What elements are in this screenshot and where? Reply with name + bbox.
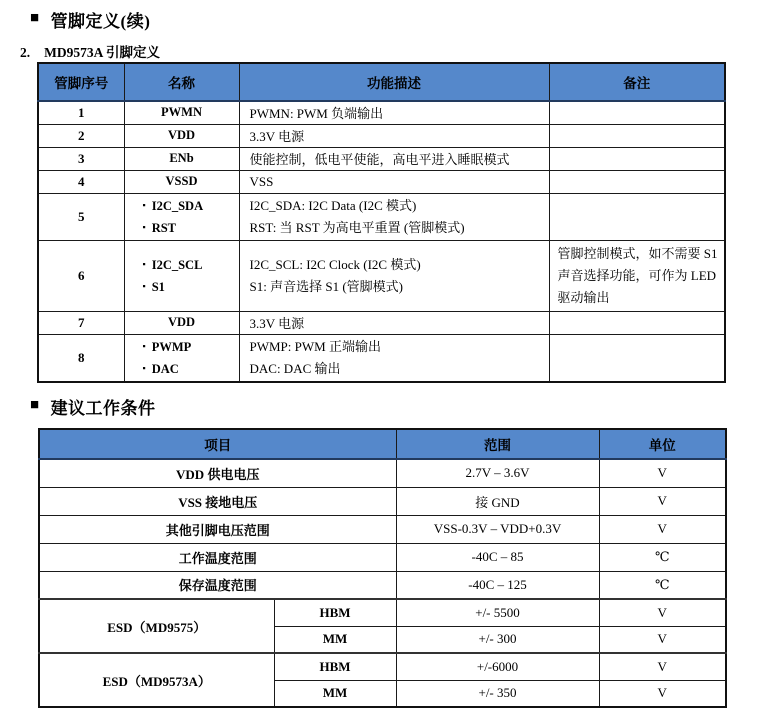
pin-name-cell (124, 193, 239, 240)
cond-unit-cell: V (599, 515, 726, 543)
operating-conditions-table (38, 428, 727, 708)
pin-note-cell (549, 334, 725, 382)
pin-desc-cell: PWMN: PWM 负端输出 (239, 101, 549, 124)
cond-row-other-pins (39, 515, 726, 543)
cond-range-cell: +/- 300 (396, 626, 599, 653)
cond-range-cell: VSS-0.3V – VDD+0.3V (396, 515, 599, 543)
pin-desc-line: DAC: DAC 输出 (249, 360, 341, 376)
cond-row-storage-temp (39, 571, 726, 599)
pin-table-header-row (38, 63, 725, 101)
pin-name-cell: VDD (124, 311, 239, 334)
cond-item-cell: 其他引脚电压范围 (39, 515, 396, 543)
cond-range-cell: 接 GND (396, 487, 599, 515)
pin-desc-cell (239, 334, 549, 382)
pin-note-cell (549, 124, 725, 147)
cond-range-cell: -40C – 125 (396, 571, 599, 599)
pin-name-cell: VSSD (124, 170, 239, 193)
square-bullet-icon: ▪ (142, 341, 146, 351)
section-pin-definition-title (30, 7, 150, 32)
pin-name-text: DAC (151, 361, 179, 376)
cond-unit-cell: ℃ (599, 543, 726, 571)
pin-header-function: 功能描述 (239, 63, 549, 101)
pin-desc-line: I2C_SCL: I2C Clock (I2C 模式) (249, 256, 421, 272)
pin-number-cell: 7 (38, 311, 124, 334)
pin-desc-cell: VSS (239, 170, 549, 193)
pin-desc-line: I2C_SDA: I2C Data (I2C 模式) (249, 197, 417, 213)
pin-row-3 (38, 147, 725, 170)
esd-md9575-hbm-row (39, 599, 726, 626)
square-bullet-icon: ▪ (142, 281, 146, 291)
cond-unit-cell: V (599, 626, 726, 653)
esd-type-cell: MM (274, 680, 396, 707)
square-bullet-icon: ▪ (142, 222, 146, 232)
cond-row-vss (39, 487, 726, 515)
pin-row-8 (38, 334, 725, 382)
pin-number-cell: 4 (38, 170, 124, 193)
esd-group-label-cell: ESD（MD9575） (39, 599, 274, 653)
pin-number-cell: 5 (38, 193, 124, 240)
pin-desc-line: RST: 当 RST 为高电平重置 (管脚模式) (249, 219, 465, 235)
pin-name-text: I2C_SDA (151, 198, 204, 213)
pin-name-text: RST (151, 220, 177, 235)
pin-note-cell (549, 193, 725, 240)
pin-note-cell (549, 147, 725, 170)
esd-type-cell: MM (274, 626, 396, 653)
cond-range-cell: 2.7V – 3.6V (396, 459, 599, 487)
cond-header-range: 范围 (396, 429, 599, 459)
cond-table-header-row (39, 429, 726, 459)
pin-number-cell: 2 (38, 124, 124, 147)
section-marker-icon: ■ (30, 10, 40, 26)
pin-name-cell: PWMN (124, 101, 239, 124)
pin-desc-cell (239, 193, 549, 240)
subtitle-number: 2. (20, 45, 31, 60)
section-operating-conditions-title (30, 394, 156, 419)
cond-range-cell: +/-6000 (396, 653, 599, 680)
pin-header-number: 管脚序号 (38, 63, 124, 101)
pin-desc-line: PWMP: PWM 正端输出 (249, 338, 381, 354)
cond-row-vdd (39, 459, 726, 487)
cond-range-cell: +/- 5500 (396, 599, 599, 626)
square-bullet-icon: ▪ (142, 363, 146, 373)
cond-row-operating-temp (39, 543, 726, 571)
cond-range-cell: +/- 350 (396, 680, 599, 707)
esd-md9573a-hbm-row (39, 653, 726, 680)
pin-row-2 (38, 124, 725, 147)
pin-number-cell: 3 (38, 147, 124, 170)
pin-row-6 (38, 240, 725, 311)
cond-item-cell: VSS 接地电压 (39, 487, 396, 515)
pin-row-7 (38, 311, 725, 334)
cond-unit-cell: V (599, 487, 726, 515)
pin-desc-cell: 3.3V 电源 (239, 311, 549, 334)
cond-header-unit: 单位 (599, 429, 726, 459)
pin-desc-cell: 使能控制，低电平使能，高电平进入睡眠模式 (239, 147, 549, 170)
pin-header-name: 名称 (124, 63, 239, 101)
pin-name-text: S1 (151, 279, 165, 294)
pin-note-cell (549, 170, 725, 193)
pin-table-subtitle (20, 41, 160, 61)
cond-item-cell: 工作温度范围 (39, 543, 396, 571)
pin-name-text: I2C_SCL (151, 257, 203, 272)
pin-name-cell: VDD (124, 124, 239, 147)
esd-type-cell: HBM (274, 653, 396, 680)
cond-header-item: 项目 (39, 429, 396, 459)
pin-number-cell: 8 (38, 334, 124, 382)
square-bullet-icon: ▪ (142, 259, 146, 269)
section-marker-icon: ■ (30, 397, 40, 413)
pin-row-5 (38, 193, 725, 240)
section-title-text: 建议工作条件 (50, 399, 156, 418)
cond-unit-cell: ℃ (599, 571, 726, 599)
pin-row-1 (38, 101, 725, 124)
esd-type-cell: HBM (274, 599, 396, 626)
pin-note-cell (549, 101, 725, 124)
pin-name-cell (124, 240, 239, 311)
esd-group-label-cell: ESD（MD9573A） (39, 653, 274, 707)
pin-note-cell: 管脚控制模式，如不需要 S1 声音选择功能，可作为 LED 驱动输出 (549, 240, 725, 311)
pin-row-4 (38, 170, 725, 193)
pin-definition-table (37, 62, 726, 383)
subtitle-text: MD9573A 引脚定义 (44, 45, 160, 60)
pin-number-cell: 1 (38, 101, 124, 124)
section-title-text: 管脚定义(续) (50, 12, 151, 31)
square-bullet-icon: ▪ (142, 200, 146, 210)
pin-name-cell: ENb (124, 147, 239, 170)
cond-range-cell: -40C – 85 (396, 543, 599, 571)
pin-desc-line: S1: 声音选择 S1 (管脚模式) (249, 278, 403, 294)
pin-desc-cell: 3.3V 电源 (239, 124, 549, 147)
pin-number-cell: 6 (38, 240, 124, 311)
pin-note-cell (549, 311, 725, 334)
cond-unit-cell: V (599, 653, 726, 680)
cond-item-cell: VDD 供电电压 (39, 459, 396, 487)
pin-desc-cell (239, 240, 549, 311)
pin-name-text: PWMP (151, 339, 192, 354)
pin-name-cell (124, 334, 239, 382)
cond-unit-cell: V (599, 680, 726, 707)
cond-unit-cell: V (599, 599, 726, 626)
cond-unit-cell: V (599, 459, 726, 487)
pin-header-remark: 备注 (549, 63, 725, 101)
cond-item-cell: 保存温度范围 (39, 571, 396, 599)
